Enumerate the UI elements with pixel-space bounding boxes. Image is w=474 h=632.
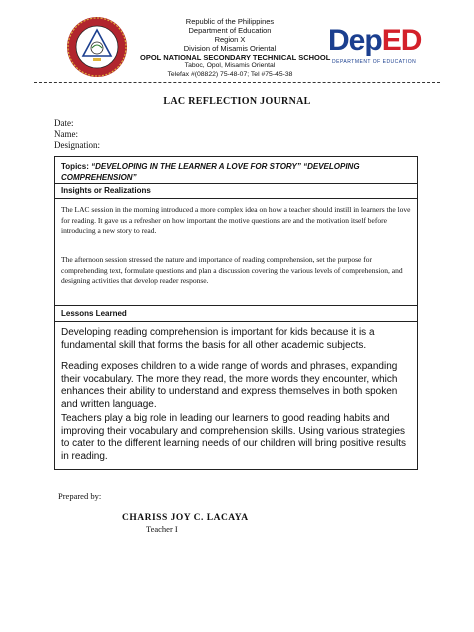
topics-prefix: Topics: [61, 162, 92, 171]
date-label: Date: [54, 118, 74, 128]
lessons-label: Lessons Learned [61, 309, 127, 318]
deped-wordmark: DepED [328, 24, 422, 57]
header-divider [34, 82, 440, 83]
table-divider [55, 305, 417, 306]
insights-paragraph-1: The LAC session in the morning introduced a more complex idea on how a teacher should instill in learners the love for reading. It gave us a refresher on how important the motive questions are and the motivation itself before introducing a new story to read. [61, 205, 411, 235]
topics-text: “DEVELOPING IN THE LEARNER A LOVE FOR STORY” “DEVELOPING COMPREHENSION” [61, 162, 360, 182]
table-divider [55, 321, 417, 322]
header-country: Republic of the Philippines [185, 17, 275, 26]
topics-cell [61, 161, 401, 183]
journal-table [54, 156, 418, 470]
prepared-by-label: Prepared by: [58, 491, 102, 501]
document-title: LAC REFLECTION JOURNAL [163, 96, 311, 107]
header-region: Region X [214, 35, 246, 44]
lessons-paragraph-1: Developing reading comprehension is important for kids because it is a fundamental skill that forms the basis for all other academic subjects. [61, 327, 375, 351]
table-divider [55, 198, 417, 199]
designation-label: Designation: [54, 140, 100, 150]
header-division: Division of Misamis Oriental [183, 44, 277, 53]
lessons-paragraph-3: Teachers play a big role in leading our learners to good reading habits and improving their vocabulary and comprehension skills. Using various strategies to cater to the different learning needs of our children will bring positive results in reading. [61, 413, 407, 462]
header-school: OPOL NATIONAL SECONDARY TECHNICAL SCHOOL [140, 53, 331, 62]
signer-position: Teacher I [146, 524, 178, 534]
school-seal-logo [66, 16, 128, 78]
deped-logo [328, 24, 440, 72]
signer-name: CHARISS JOY C. LACAYA [122, 513, 249, 523]
insights-paragraph-2: The afternoon session stressed the nature and importance of reading comprehension, set the purpose for comprehending text, formulate questions and plan a discussion covering the various levels of comprehension, and designing activities that develop reader response. [61, 255, 403, 285]
lessons-paragraph-2: Reading exposes children to a wide range of words and phrases, expanding their vocabulary. The more they read, the more words they encounter, which enhances their ability to understand and express themselves in both spoken and written language. [61, 361, 398, 410]
header-department: Department of Education [188, 26, 272, 35]
table-divider [55, 183, 417, 184]
insights-label: Insights or Realizations [61, 186, 151, 195]
deped-tagline: DEPARTMENT OF EDUCATION [332, 59, 417, 65]
header-address: Taboc, Opol, Misamis Oriental [184, 62, 276, 69]
name-label: Name: [54, 129, 78, 139]
header-telefax: Telefax #(08822) 75-48-07; Tel #75-45-38 [167, 71, 293, 78]
